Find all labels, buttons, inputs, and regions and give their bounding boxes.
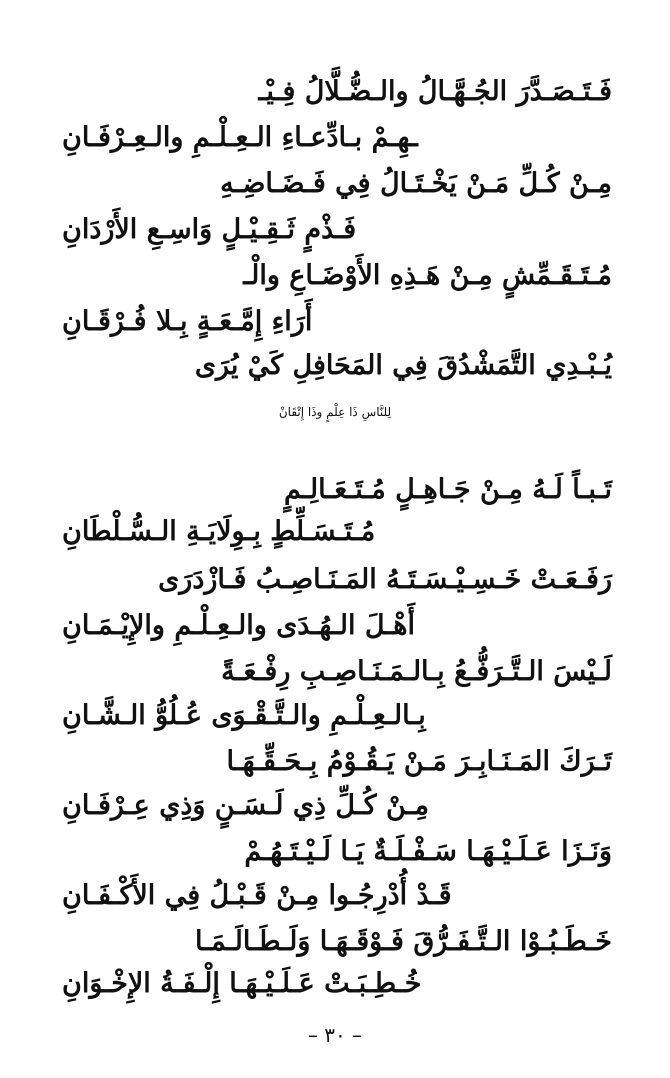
page-number: – ٣٠ – bbox=[307, 1023, 363, 1047]
verse-line: مِـنْ كُـلِّ ذِي لَـسَـنٍ وَذِي عِـرْفَـانِ bbox=[62, 790, 429, 821]
verse-line: رَفَـعَـتْ خَـسِـيْـسَـتَـهُ المَـنَـاصِـبُ فَـازْدَرَى bbox=[158, 564, 612, 595]
verse-line: خُـطِـبَـتْ عَـلَـيْـهَـا إِلْـفَـةُ الإِخْـوَانِ bbox=[62, 968, 422, 999]
verse-line: خَـطَـبُـوْا الـتَّـفَـرُّقَ فَـوْقَـهَـا وَلَـطَـالَـمَـا bbox=[195, 926, 612, 957]
verse-line: أَرَاءِ إِمَّـعَـةٍ بِـلا فُـرْقَـانِ bbox=[62, 306, 313, 337]
verse-line: تَـرَكَ المَـنَـابِـرَ مَـنْ يَـقُـوْمُ بِـحَـقِّـهَـا bbox=[226, 746, 612, 777]
verse-line: وَنَـزَا عَـلَـيْـهَـا سَـفْـلَـةٌ يَـا لَـيْـتَـهُـمْ bbox=[244, 836, 612, 867]
verse-line: يُـبْـدِي التَّمَشْدُقَ فِي المَحَافِلِ كَيْ يُرَى bbox=[194, 350, 612, 381]
verse-line: لِلنَّاسِ ذَا عِلْمٍ وذَا إِتْقَانْ bbox=[278, 405, 392, 419]
verse-line: لَـيْسَ الـتَّـرَفُّـعُ بِـالـمَـنَـاصِـبِ رِفْـعَـةً bbox=[221, 656, 612, 687]
verse-line: قَـدْ أُدْرِجُـوا مِـنْ قَـبْـلُ فِي الأَكْـفَـانِ bbox=[62, 880, 452, 911]
verse-line: فَـتَـصَـدَّرَ الجُـهَّـالُ والـضُّـلَّالُ فِـيْـ bbox=[258, 76, 612, 107]
verse-line: بِـالـعِـلْـمِ والـتَّـقْـوَى عُـلُوُّ الـشَّـانِ bbox=[62, 700, 426, 731]
verse-line: تَـبـاً لَـهُ مِـنْ جَـاهِـلٍ مُـتَـعَـالِـمٍ bbox=[284, 474, 612, 505]
verse-line: مِـنْ كُـلِّ مَـنْ يَخْـتَـالُ فِي فَـضَـاضِـهِ bbox=[220, 168, 612, 199]
verse-line: أَهْـلَ الـهُـدَى والـعِـلْـمِ والإِيْـمَـانِ bbox=[62, 610, 415, 641]
verse-line: مُـتَـسَـلِّطٍ بِـوِلَايَـةِ الـسُّـلْطَانِ bbox=[62, 516, 376, 547]
verse-line: مُـتَـقَـمِّشٍ مِـنْ هَـذِهِ الأَوْضَـاعِ والْـ bbox=[243, 260, 612, 291]
verse-line: ـهِـمْ بـادِّعـاءِ الـعِـلْـمِ والـعِـرْفَـانِ bbox=[62, 122, 418, 153]
verse-line: فَـذْمٍ ثَـقِـيْـلٍ وَاسِـعِ الأَرْدَانِ bbox=[62, 214, 357, 245]
